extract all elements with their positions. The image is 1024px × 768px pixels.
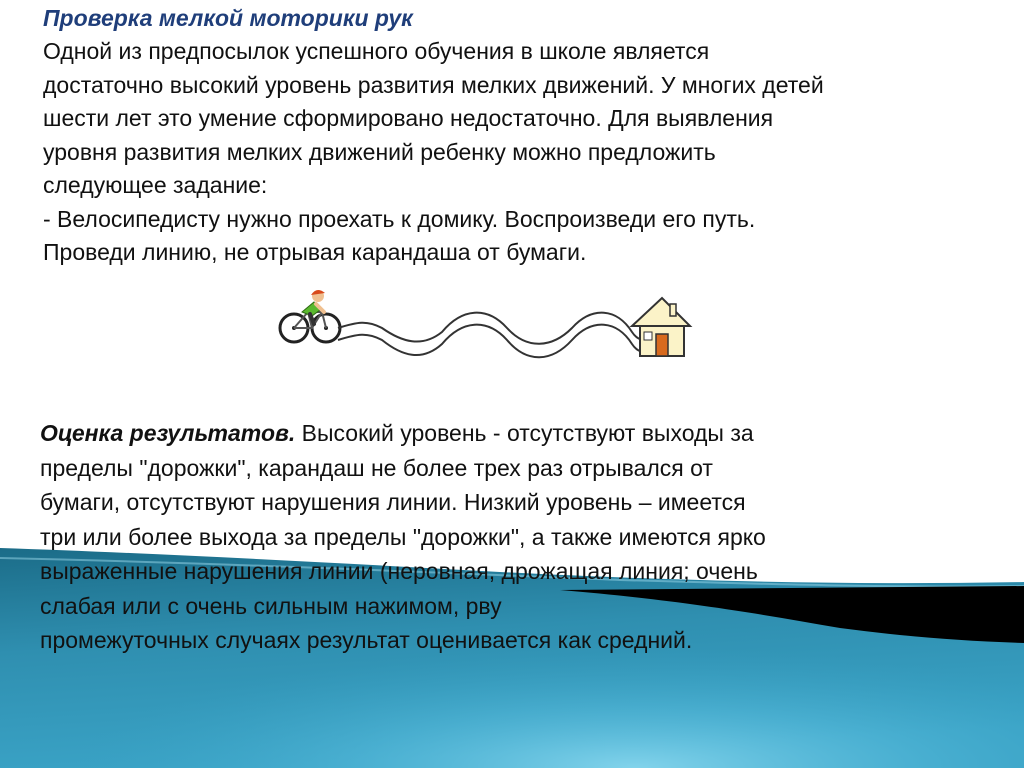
slide-title: Проверка мелкой моторики рук [43,5,413,31]
intro-line: Одной из предпосылок успешного обучения в школе является [43,38,710,64]
intro-line: достаточно высокий уровень развития мелких движений. У многих детей [43,71,824,98]
results-line: выраженные нарушения линии (неровная, дрожащая линия; очень [40,558,758,584]
results-text: Высокий уровень - отсутствуют выходы за [295,420,754,446]
results-line: промежуточных случаях результат оценивается как средний. [40,627,693,653]
results-line: три или более выхода за пределы "дорожки", а также имеются ярко [40,523,766,550]
intro-block [43,2,1018,270]
results-block [40,416,1015,658]
cyclist-path-illustration [272,282,698,378]
results-line: бумаги, отсутствуют нарушения линии. Низкий уровень – имеется [40,489,746,515]
results-line [40,416,1015,451]
intro-line: шести лет это умение сформировано недостаточно. Для выявления [43,105,774,131]
intro-line: следующее задание: [43,172,268,198]
path-line-upper [338,313,657,344]
task-line: - Велосипедисту нужно проехать к домику. Воспроизведи его путь. [43,205,756,232]
task-line: Проведи линию, не отрывая карандаша от бумаги. [43,239,587,265]
results-line: слабая или с очень сильным нажимом, рву [40,592,502,619]
results-heading: Оценка результатов. [40,420,296,446]
cyclist-icon [280,290,340,342]
house-icon [632,298,690,356]
results-line: пределы "дорожки", карандаш не более трех раз отрывался от [40,454,713,481]
intro-line: уровня развития мелких движений ребенку можно предложить [43,138,716,165]
